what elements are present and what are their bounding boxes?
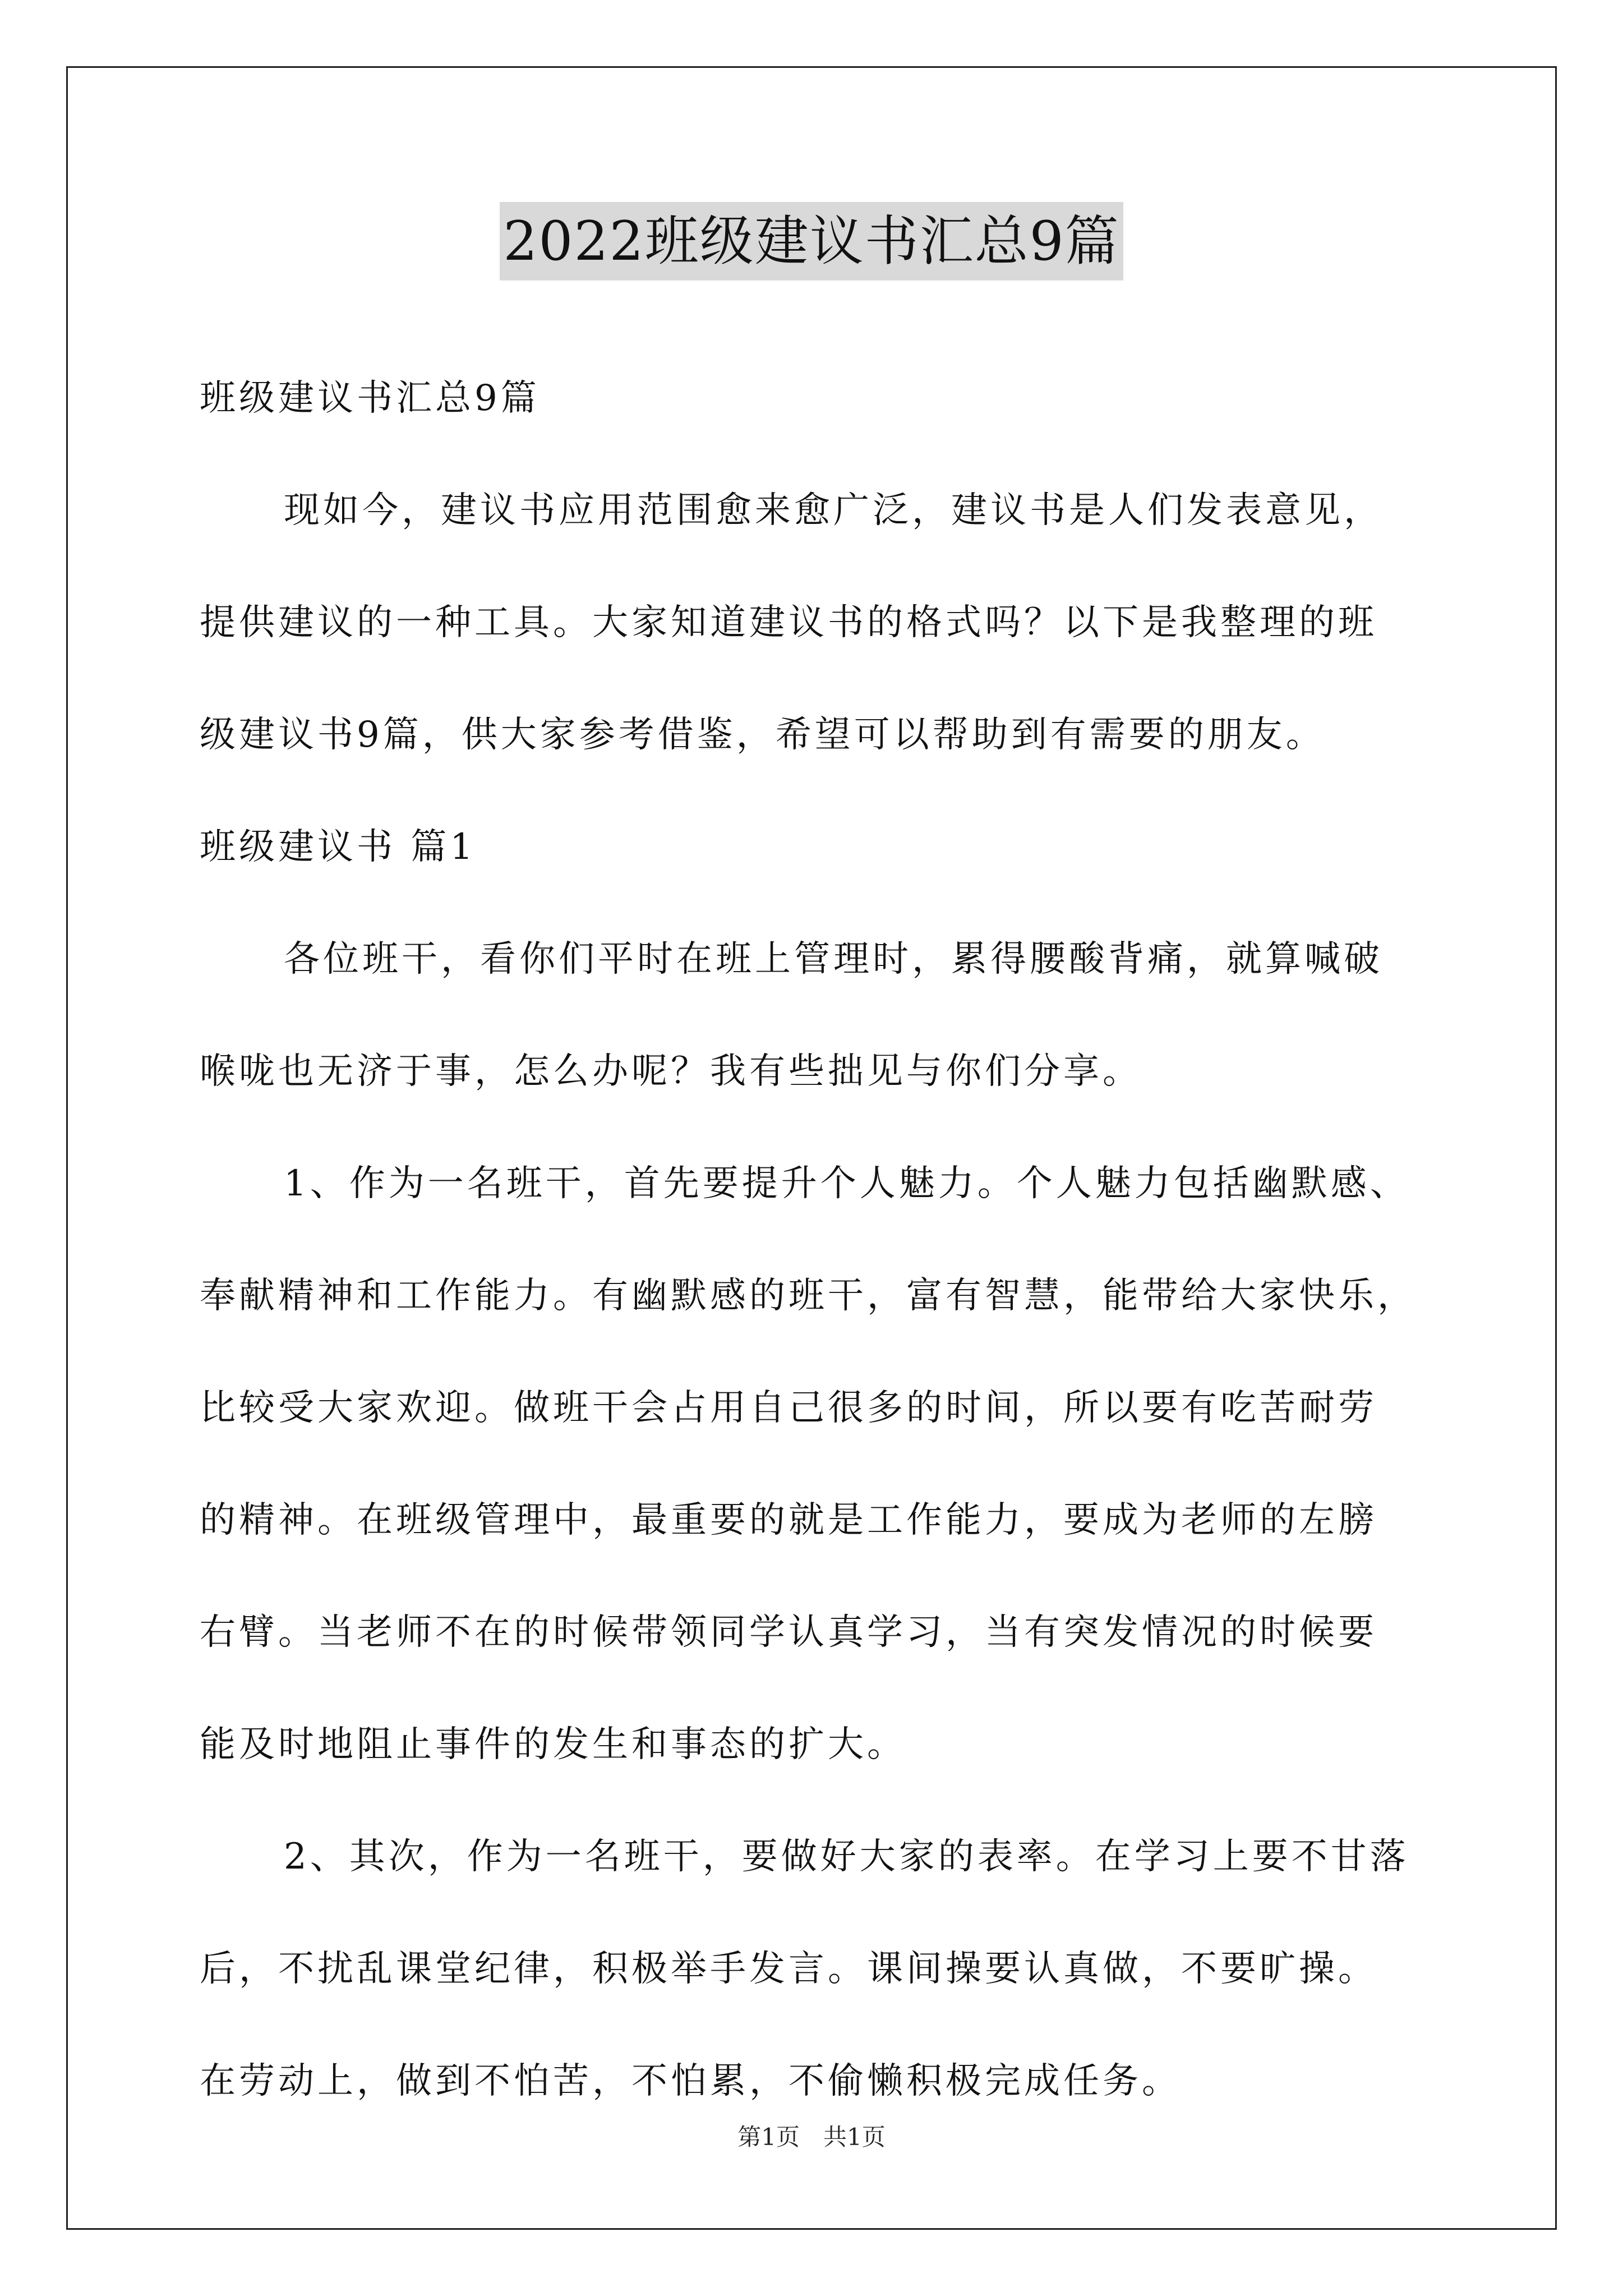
subtitle-line: 班级建议书汇总9篇 [200,378,540,419]
paragraph-line: 各位班干，看你们平时在班上管理时，累得腰酸背痛，就算喊破 [284,938,1383,980]
title-wrap [0,202,1623,280]
paragraph-line: 的精神。在班级管理中，最重要的就是工作能力，要成为老师的左膀 [200,1499,1377,1541]
paragraph-line: 提供建议的一种工具。大家知道建议书的格式吗？以下是我整理的班 [200,602,1377,643]
section-heading: 班级建议书 篇1 [200,826,477,868]
document-title: 2022班级建议书汇总9篇 [500,202,1123,280]
paragraph-line: 1、作为一名班干，首先要提升个人魅力。个人魅力包括幽默感、 [284,1163,1409,1204]
paragraph-line: 后，不扰乱课堂纪律，积极举手发言。课间操要认真做，不要旷操。 [200,1948,1377,1990]
document-body [200,342,1433,2137]
paragraph-line: 喉咙也无济于事，怎么办呢？我有些拙见与你们分享。 [200,1051,1142,1092]
paragraph-line: 右臂。当老师不在的时候带领同学认真学习，当有突发情况的时候要 [200,1612,1377,1653]
paragraph-line: 奉献精神和工作能力。有幽默感的班干，富有智慧，能带给大家快乐， [200,1275,1417,1317]
paragraph-line: 级建议书9篇，供大家参考借鉴，希望可以帮助到有需要的朋友。 [200,714,1325,756]
paragraph-line: 现如今，建议书应用范围愈来愈广泛，建议书是人们发表意见， [284,490,1383,531]
paragraph-line: 能及时地阻止事件的发生和事态的扩大。 [200,1724,906,1765]
page-footer: 第1页 共1页 [737,2123,886,2151]
paragraph-line: 在劳动上，做到不怕苦，不怕累，不偷懒积极完成任务。 [200,2060,1181,2102]
paragraph-line: 比较受大家欢迎。做班干会占用自己很多的时间，所以要有吃苦耐劳 [200,1387,1377,1429]
paragraph-line: 2、其次，作为一名班干，要做好大家的表率。在学习上要不甘落 [284,1836,1409,1878]
